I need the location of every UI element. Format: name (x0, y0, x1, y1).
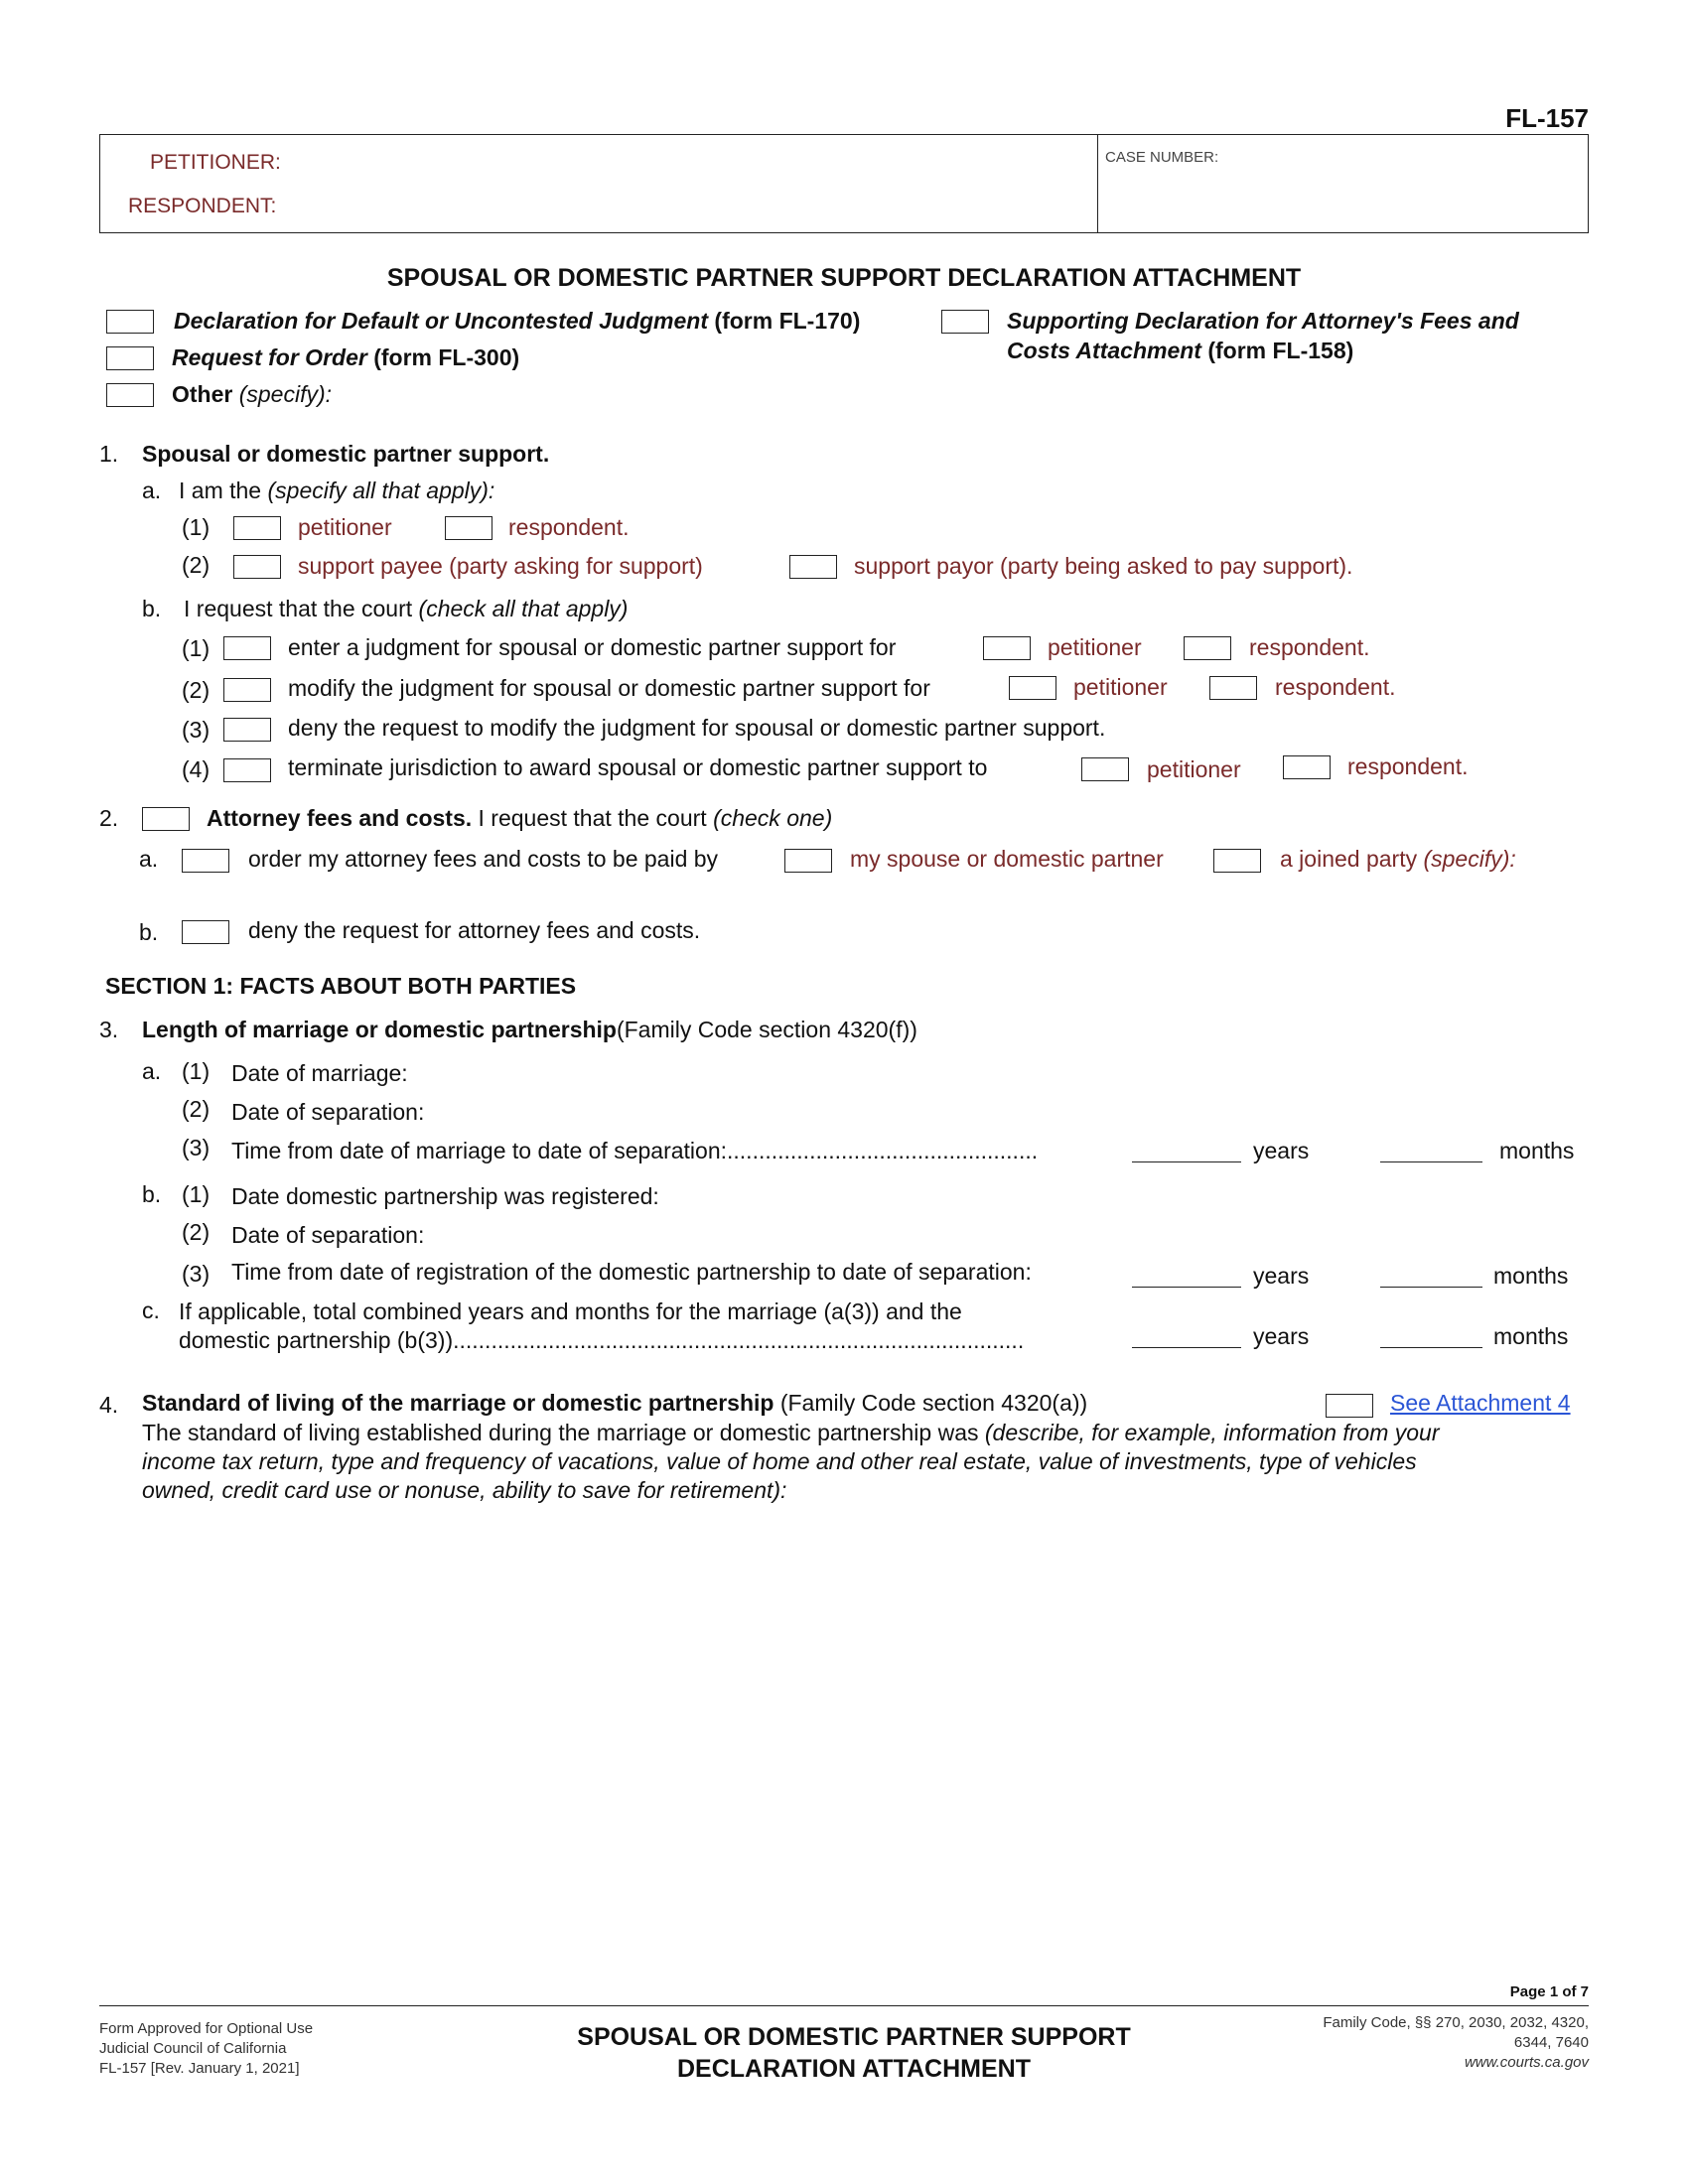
request-for-order-option: Request for Order (form FL-300) (172, 344, 520, 370)
enter-judgment-petitioner-label: petitioner (1048, 634, 1142, 660)
footer-approval: Form Approved for Optional Use Judicial Council of California FL-157 [Rev. January 1, 2021] (99, 2020, 314, 2077)
modify-judgment-label: modify the judgment for spousal or domestic partner support for (288, 675, 930, 701)
item3a-letter: a. (142, 1058, 162, 1084)
combined-years-field[interactable] (1132, 1347, 1241, 1348)
date-of-separation-label: Date of separation: (231, 1099, 425, 1125)
years-label: years (1253, 1138, 1310, 1163)
modify-judgment-respondent-label: respondent. (1275, 674, 1396, 700)
item1b3-number: (3) (182, 717, 211, 743)
default-judgment-option: Declaration for Default or Uncontested Judgment (form FL-170) (174, 308, 861, 334)
item1b4-number: (4) (182, 756, 211, 782)
item1-number: 1. (99, 441, 119, 467)
paid-by-spouse-checkbox[interactable] (784, 849, 832, 873)
other-checkbox[interactable] (106, 383, 154, 407)
terminate-jurisdiction-checkbox[interactable] (223, 758, 271, 782)
footer-code: Family Code, §§ 270, 2030, 2032, 4320, 6344, 7640 www.courts.ca.gov (1323, 2014, 1589, 2071)
item1a1-number: (1) (182, 514, 211, 540)
item1b2-number: (2) (182, 677, 211, 703)
support-payee-checkbox[interactable] (233, 555, 281, 579)
case-number-label: CASE NUMBER: (1105, 149, 1219, 166)
partnership-duration-label: Time from date of registration of the domestic partnership to date of separation: (231, 1259, 1032, 1285)
partnership-months-field[interactable] (1380, 1287, 1482, 1288)
combined-duration-label-cont: domestic partnership (b(3)).......................................................................................... (179, 1327, 1025, 1353)
item4-number: 4. (99, 1392, 119, 1418)
partnership-registered-label: Date domestic partnership was registered: (231, 1183, 659, 1209)
months-label: months (1499, 1138, 1575, 1163)
item3-title: Length of marriage or domestic partnership(Family Code section 4320(f)) (142, 1017, 917, 1042)
modify-judgment-checkbox[interactable] (223, 678, 271, 702)
see-attachment-4-link[interactable]: See Attachment 4 (1390, 1390, 1571, 1416)
item4-title: Standard of living of the marriage or domestic partnership (Family Code section 4320(a)) (142, 1390, 1088, 1416)
item1b-letter: b. (142, 596, 162, 621)
caption-divider (1097, 135, 1098, 232)
modify-judgment-petitioner-label: petitioner (1073, 674, 1168, 700)
support-payor-label: support payor (party being asked to pay support). (854, 553, 1353, 579)
terminate-petitioner-label: petitioner (1147, 756, 1241, 782)
footer-rule (99, 2005, 1589, 2006)
marriage-years-field[interactable] (1132, 1161, 1241, 1162)
footer-title: SPOUSAL OR DOMESTIC PARTNER SUPPORT DECLARATION ATTACHMENT (577, 2023, 1131, 2083)
order-fees-checkbox[interactable] (182, 849, 229, 873)
standard-of-living-text-3: owned, credit card use or nonuse, ability to save for retirement): (142, 1477, 787, 1503)
standard-of-living-text: The standard of living established during the marriage or domestic partnership was (describe, for example, information from your (142, 1420, 1440, 1445)
request-for-order-checkbox[interactable] (106, 346, 154, 370)
other-option: Other (specify): (172, 381, 333, 407)
form-title: SPOUSAL OR DOMESTIC PARTNER SUPPORT DECLARATION ATTACHMENT (386, 264, 1302, 292)
section1-heading: SECTION 1: FACTS ABOUT BOTH PARTIES (105, 973, 577, 999)
terminate-jurisdiction-label: terminate jurisdiction to award spousal or domestic partner support to (288, 754, 988, 780)
item3c-letter: c. (142, 1297, 160, 1323)
i-am-petitioner-checkbox[interactable] (233, 516, 281, 540)
terminate-respondent-checkbox[interactable] (1283, 755, 1331, 779)
item3a1-number: (1) (182, 1058, 211, 1084)
paid-by-joined-party-checkbox[interactable] (1213, 849, 1261, 873)
modify-judgment-petitioner-checkbox[interactable] (1009, 676, 1056, 700)
deny-modify-label: deny the request to modify the judgment for spousal or domestic partner support. (288, 715, 1106, 741)
enter-judgment-respondent-checkbox[interactable] (1184, 636, 1231, 660)
partnership-separation-label: Date of separation: (231, 1222, 425, 1248)
terminate-petitioner-checkbox[interactable] (1081, 757, 1129, 781)
item1a2-number: (2) (182, 552, 211, 578)
standard-of-living-text-2: income tax return, type and frequency of vacations, value of home and other real estate, value of investments, type of vehicles (142, 1448, 1417, 1474)
i-am-respondent-label: respondent. (508, 514, 630, 540)
item1b1-number: (1) (182, 635, 211, 661)
item3-number: 3. (99, 1017, 119, 1042)
caption-box (99, 134, 1589, 233)
order-fees-label: order my attorney fees and costs to be paid by (248, 846, 719, 872)
marriage-months-field[interactable] (1380, 1161, 1482, 1162)
attorney-fees-attachment-checkbox[interactable] (941, 310, 989, 334)
item3b-letter: b. (142, 1181, 162, 1207)
item3b2-number: (2) (182, 1219, 211, 1245)
item1-title: Spousal or domestic partner support. (142, 441, 550, 467)
item1a-text: I am the (specify all that apply): (179, 478, 495, 503)
attorney-fees-checkbox[interactable] (142, 807, 190, 831)
see-attachment-4-checkbox[interactable] (1326, 1394, 1373, 1418)
respondent-label: RESPONDENT: (128, 195, 277, 217)
form-id: FL-157 (1505, 103, 1589, 133)
marriage-duration-label: Time from date of marriage to date of separation:................................................. (231, 1138, 1039, 1163)
attorney-fees-attachment-option: Supporting Declaration for Attorney's Fees and Costs Attachment (form FL-158) (1007, 308, 1519, 363)
combined-duration-label: If applicable, total combined years and months for the marriage (a(3)) and the (179, 1298, 962, 1324)
terminate-respondent-label: respondent. (1347, 753, 1469, 779)
months-label: months (1493, 1323, 1569, 1349)
enter-judgment-respondent-label: respondent. (1249, 634, 1370, 660)
enter-judgment-checkbox[interactable] (223, 636, 271, 660)
item2-number: 2. (99, 805, 119, 831)
item1b-text: I request that the court (check all that apply) (184, 596, 629, 621)
date-of-marriage-label: Date of marriage: (231, 1060, 408, 1086)
enter-judgment-petitioner-checkbox[interactable] (983, 636, 1031, 660)
deny-fees-checkbox[interactable] (182, 920, 229, 944)
item3b3-number: (3) (182, 1261, 211, 1287)
deny-modify-checkbox[interactable] (223, 718, 271, 742)
partnership-years-field[interactable] (1132, 1287, 1241, 1288)
months-label: months (1493, 1263, 1569, 1289)
item3a3-number: (3) (182, 1135, 211, 1160)
default-judgment-checkbox[interactable] (106, 310, 154, 334)
item2a-letter: a. (139, 846, 159, 872)
deny-fees-label: deny the request for attorney fees and costs. (248, 917, 701, 943)
petitioner-label: PETITIONER: (150, 151, 281, 174)
item2b-letter: b. (139, 919, 159, 945)
years-label: years (1253, 1263, 1310, 1289)
enter-judgment-label: enter a judgment for spousal or domestic partner support for (288, 634, 897, 660)
paid-by-joined-party-label: a joined party (specify): (1280, 846, 1516, 872)
years-label: years (1253, 1323, 1310, 1349)
support-payor-checkbox[interactable] (789, 555, 837, 579)
modify-judgment-respondent-checkbox[interactable] (1209, 676, 1257, 700)
support-payee-label: support payee (party asking for support) (298, 553, 703, 579)
page-number: Page 1 of 7 (1509, 1983, 1589, 2000)
item2-heading: Attorney fees and costs. I request that the court (check one) (207, 805, 833, 831)
item3b1-number: (1) (182, 1181, 211, 1207)
i-am-respondent-checkbox[interactable] (445, 516, 492, 540)
paid-by-spouse-label: my spouse or domestic partner (850, 846, 1164, 872)
item1a-letter: a. (142, 478, 162, 503)
combined-months-field[interactable] (1380, 1347, 1482, 1348)
i-am-petitioner-label: petitioner (298, 514, 392, 540)
item3a2-number: (2) (182, 1096, 211, 1122)
